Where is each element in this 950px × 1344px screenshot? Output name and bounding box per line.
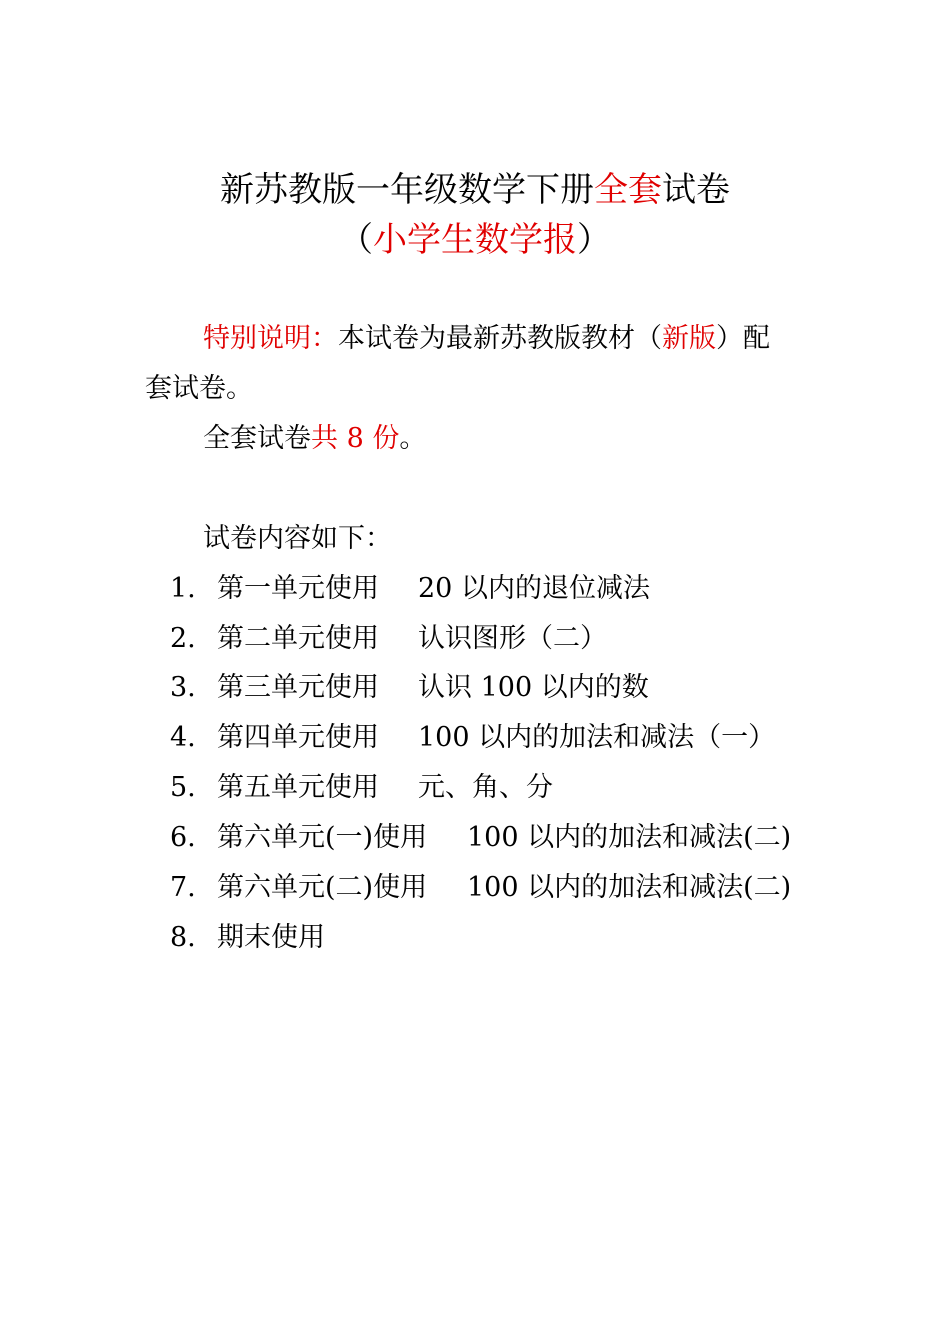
item-topic: 元、角、分 <box>418 772 553 803</box>
document-subtitle <box>0 220 950 260</box>
item-unit: 第四单元使用 <box>217 722 379 753</box>
list-item <box>170 572 650 606</box>
list-item <box>170 821 791 855</box>
special-note-text-a: 本试卷为最新苏教版教材（ <box>338 323 662 354</box>
item-unit: 期末使用 <box>217 922 325 953</box>
subtitle-source: 小学生数学报 <box>373 220 577 260</box>
special-note-continued <box>145 372 253 406</box>
title-prefix: 新苏教版一年级数学下册 <box>220 170 594 210</box>
subtitle-close-paren: ） <box>577 220 611 260</box>
item-topic: 100 以内的加法和减法(二) <box>467 822 792 853</box>
item-unit: 第三单元使用 <box>217 672 379 703</box>
item-number: 7. <box>170 872 196 903</box>
item-number: 1. <box>170 573 196 604</box>
item-unit: 第六单元(二)使用 <box>217 872 428 903</box>
item-topic: 认识图形（二） <box>418 623 607 654</box>
list-item <box>170 671 649 705</box>
item-number: 5. <box>170 772 196 803</box>
item-number: 6. <box>170 822 196 853</box>
special-note-text-c: 套试卷。 <box>145 373 253 404</box>
document-title <box>0 170 950 210</box>
special-note <box>203 322 770 356</box>
special-note-highlight: 新版 <box>662 323 716 354</box>
item-unit: 第六单元(一)使用 <box>217 822 428 853</box>
special-note-text-b: ）配 <box>716 323 770 354</box>
paper-count <box>203 422 426 456</box>
item-topic: 认识 100 以内的数 <box>418 672 649 703</box>
list-item <box>170 622 607 656</box>
item-unit: 第二单元使用 <box>217 623 379 654</box>
subtitle-open-paren: （ <box>339 220 373 260</box>
list-item <box>170 871 791 905</box>
item-topic: 100 以内的加法和减法(二) <box>467 872 792 903</box>
paper-count-highlight: 共 8 份 <box>311 423 400 454</box>
item-unit: 第一单元使用 <box>217 573 379 604</box>
item-topic: 100 以内的加法和减法（一） <box>418 722 776 753</box>
title-suffix: 试卷 <box>662 170 730 210</box>
title-highlight: 全套 <box>594 170 662 210</box>
contents-heading: 试卷内容如下： <box>203 523 392 554</box>
paper-count-prefix: 全套试卷 <box>203 423 311 454</box>
item-topic: 20 以内的退位减法 <box>418 573 650 604</box>
item-unit: 第五单元使用 <box>217 772 379 803</box>
list-item <box>170 771 553 805</box>
item-number: 4. <box>170 722 196 753</box>
list-item <box>170 921 418 955</box>
item-number: 2. <box>170 623 196 654</box>
item-number: 8. <box>170 922 196 953</box>
paper-count-suffix: 。 <box>399 423 427 454</box>
special-note-label: 特别说明： <box>203 323 338 354</box>
list-item <box>170 721 775 755</box>
item-number: 3. <box>170 672 196 703</box>
